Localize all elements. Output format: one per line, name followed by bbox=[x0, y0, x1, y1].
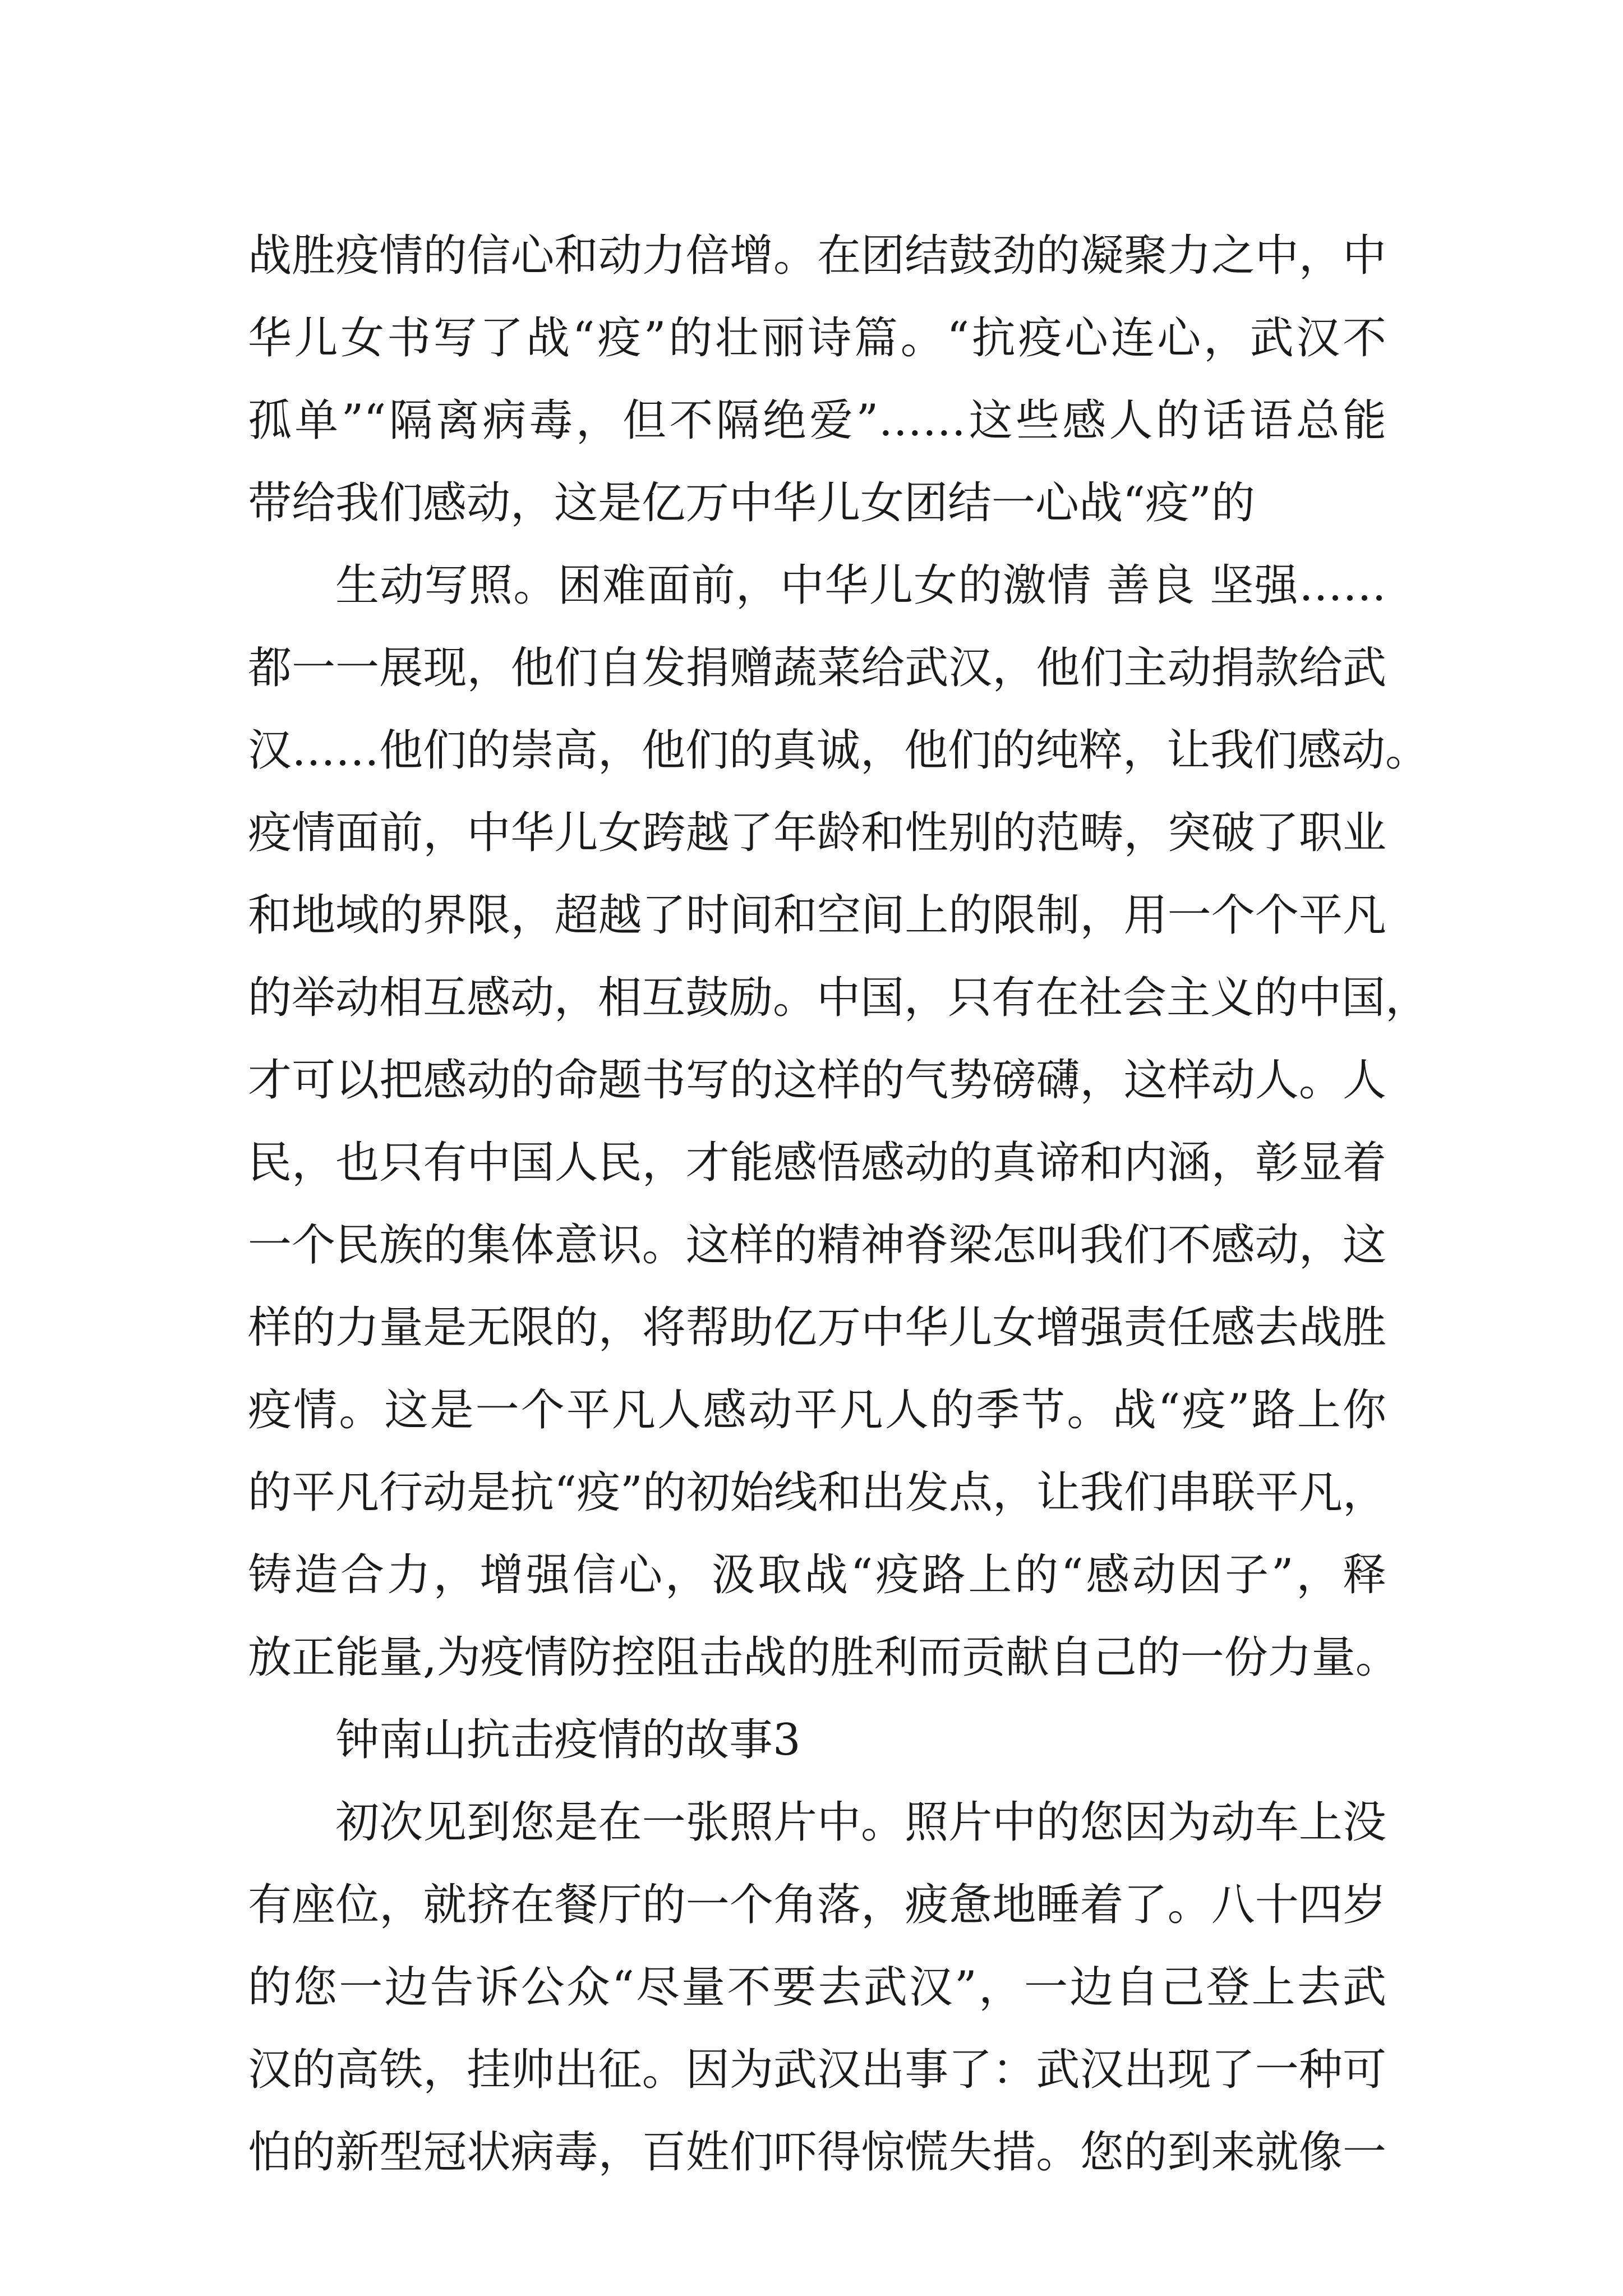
section-heading: 钟南山抗击疫情的故事3 bbox=[335, 1715, 801, 1765]
text-line: 和地域的界限，超越了时间和空间上的限制，用一个个平凡 bbox=[248, 890, 1386, 941]
text-line: 汉……他们的崇高，他们的真诚，他们的纯粹，让我们感动。 bbox=[248, 725, 1430, 776]
body-text bbox=[248, 215, 1430, 2194]
text-line: 的平凡行动是抗“疫”的初始线和出发点，让我们串联平凡， bbox=[248, 1467, 1386, 1518]
text-line: 才可以把感动的命题书写的这样的气势磅礴，这样动人。人 bbox=[248, 1055, 1386, 1106]
text-line: 铸造合力，增强信心，汲取战“疫路上的“感动因子”，释 bbox=[248, 1550, 1386, 1600]
text-line: 华儿女书写了战“疫”的壮丽诗篇。“抗疫心连心，武汉不 bbox=[248, 313, 1386, 364]
text-line: 的举动相互感动，相互鼓励。中国，只有在社会主义的中国， bbox=[248, 973, 1430, 1023]
text-line: 战胜疫情的信心和动力倍增。在团结鼓劲的凝聚力之中，中 bbox=[248, 231, 1386, 281]
text-line: 初次见到您是在一张照片中。照片中的您因为动车上没 bbox=[335, 1797, 1386, 1848]
text-line: 有座位，就挤在餐厅的一个角落，疲惫地睡着了。八十四岁 bbox=[248, 1880, 1386, 1930]
text-line: 样的力量是无限的，将帮助亿万中华儿女增强责任感去战胜 bbox=[248, 1303, 1386, 1353]
text-line: 放正能量,为疫情防控阻击战的胜利而贡献自己的一份力量。 bbox=[248, 1632, 1399, 1683]
text-line: 生动写照。困难面前，中华儿女的激情 善良 坚强…… bbox=[335, 560, 1386, 611]
text-line: 疫情面前，中华儿女跨越了年龄和性别的范畴，突破了职业 bbox=[248, 808, 1386, 858]
text-line: 民，也只有中国人民，才能感悟感动的真谛和内涵，彰显着 bbox=[248, 1138, 1386, 1188]
text-line: 疫情。这是一个平凡人感动平凡人的季节。战“疫”路上你 bbox=[248, 1385, 1386, 1435]
text-line: 怕的新型冠状病毒，百姓们吓得惊慌失措。您的到来就像一 bbox=[248, 2127, 1386, 2178]
text-line: 汉的高铁，挂帅出征。因为武汉出事了：武汉出现了一种可 bbox=[248, 2045, 1386, 2095]
text-line: 带给我们感动，这是亿万中华儿女团结一心战“疫”的 bbox=[248, 478, 1255, 528]
text-line: 都一一展现，他们自发捐赠蔬菜给武汉，他们主动捐款给武 bbox=[248, 643, 1386, 693]
text-line: 的您一边告诉公众“尽量不要去武汉”，一边自己登上去武 bbox=[248, 1962, 1386, 2013]
text-line: 孤单”“隔离病毒，但不隔绝爱”……这些感人的话语总能 bbox=[248, 395, 1386, 446]
text-line: 一个民族的集体意识。这样的精神脊梁怎叫我们不感动，这 bbox=[248, 1220, 1386, 1271]
